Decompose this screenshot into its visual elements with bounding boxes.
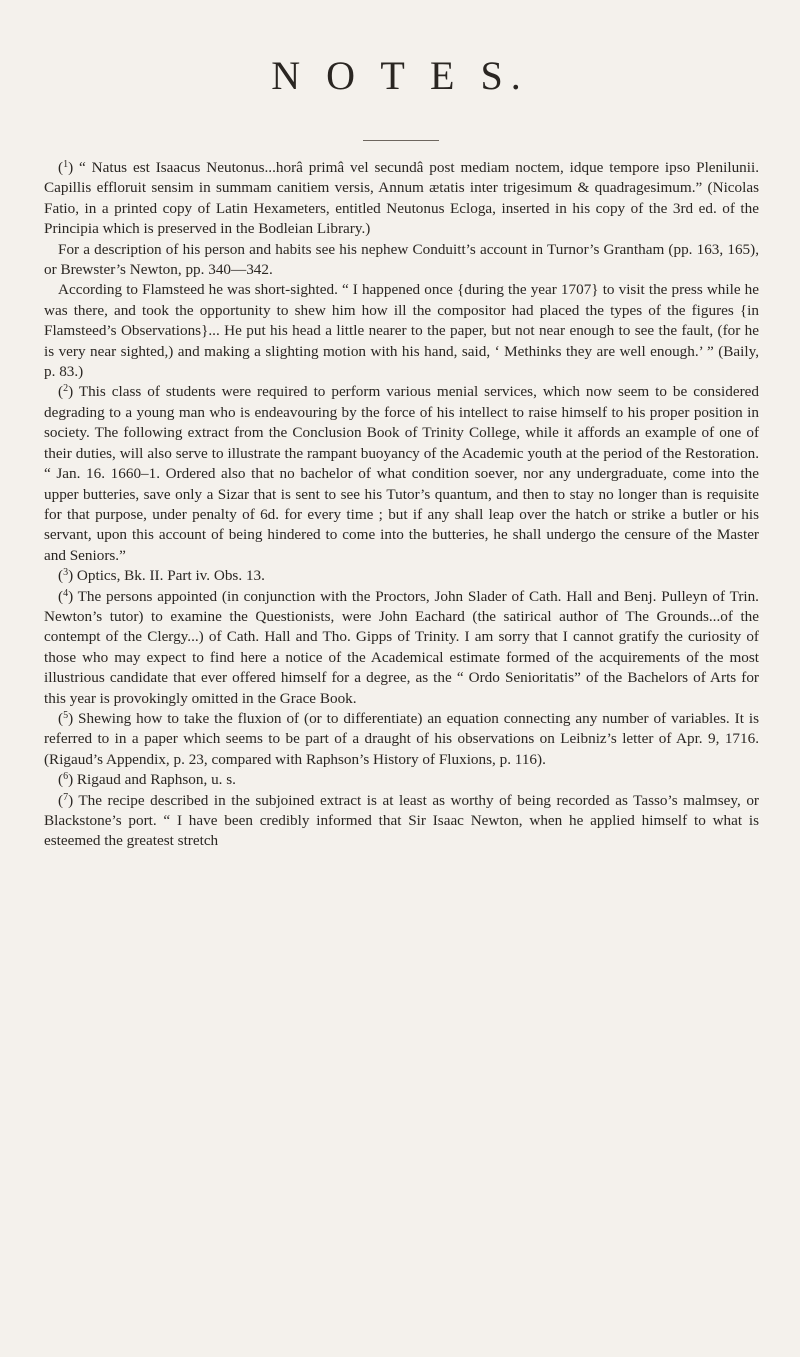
note-text: Optics, Bk. II. Part iv. Obs. 13. bbox=[76, 567, 265, 585]
note-4: ($^4$) The persons appointed (in conjunction with the Proctors, John Slader of Cath. Hall and Benj. Pulleyn of Trin. Newton’s tutor) to examine the Questionists, were John Eachard (the satirical author of The Grounds...of the contempt of the Clergy...) of Cath. Hall and Tho. Gipps of Trinity. I am sorry that I cannot gratify the curiosity of those who may expect to find here a notice of the Academical estimate formed of the acquirements of the most illustrious candidate that ever offered himself for a degree, as the “ Ordo Senioritatis” of the Bachelors of Arts for this year is provokingly omitted in the Grace Book. bbox=[44, 587, 759, 707]
note-1-paragraph-2: For a description of his person and habits see his nephew Conduitt’s account in Turnor’s Grantham (pp. 163, 165), or Brewster’s Newton, pp. 340—342. bbox=[44, 240, 759, 279]
notes-body bbox=[44, 158, 759, 852]
note-1: ($^1$) “ Natus est Isaacus Neutonus...horâ primâ vel secundâ post mediam noctem, idque tempore ipso Plenilunii. Capillis effloruit sensim in summam canitiem versis, Annum ætatis inter trigesimum & quadragesimum.” (Nicolas Fatio, in a printed copy of Latin Hexameters, entitled Neutonus Ecloga, inserted in his copy of the 3rd ed. of the Principia which is preserved in the Bodleian Library.) bbox=[44, 159, 759, 238]
note-text: Rigaud and Raphson, u. s. bbox=[76, 771, 236, 789]
note-number: 4 bbox=[63, 587, 69, 599]
note-5: ($^5$) Shewing how to take the fluxion of (or to differentiate) an equation connecting any number of variables. It is referred to in a paper which seems to be part of a draught of his observations on Leibniz’s letter of Apr. 9, 1716. (Rigaud’s Appendix, p. 23, compared with Raphson’s History of Fluxions, p. 116). bbox=[44, 709, 759, 768]
page-title: N O T E S. bbox=[271, 53, 529, 98]
note-1-paragraph-3: According to Flamsteed he was short-sighted. “ I happened once {during the year 1707} to visit the press while he was there, and took the opportunity to shew him how ill the compositor had placed the types of the figures {in Flamsteed’s Observations}... He put his head a little nearer to the paper, but not near enough to see the fault, (for he is very near sighted,) and making a slighting motion with his hand, said, ‘ Methinks they are well enough.’ ” (Baily, p. 83.) bbox=[44, 281, 759, 381]
note-number: 2 bbox=[63, 383, 69, 395]
note-number: 6 bbox=[63, 771, 69, 783]
note-7: ($^7$) The recipe described in the subjoined extract is at least as worthy of being recorded as Tasso’s malmsey, or Blackstone’s port. “ I have been credibly informed that Sir Isaac Newton, when he applied himself to what is esteemed the greatest stretch bbox=[44, 791, 759, 850]
note-number: 1 bbox=[63, 159, 69, 170]
note-2: ($^2$) This class of students were required to perform various menial services, which now seem to be considered degrading to a young man who is endeavouring by the force of his intellect to raise himself to his proper position in society. The following extract from the Conclusion Book of Trinity College, while it affords an example of one of their duties, will also serve to illustrate the rampant buoyancy of the Academic youth at the period of the Restoration. “ Jan. 16. 1660–1. Ordered also that no bachelor of what condition soever, nor any undergraduate, come into the upper butteries, save only a Sizar that is sent to see his Tutor’s quantum, and then to stay no longer than is requisite for that purpose, under penalty of 6d. for every time ; but if any shall leap over the hatch or strike a butler or his servant, upon this account of being hindered to come into the butteries, he shall undergo the censure of the Master and Seniors.” bbox=[44, 383, 759, 564]
note-3: ($^3$) Optics, Bk. II. Part iv. Obs. 13. bbox=[58, 567, 265, 585]
note-6: ($^6$) Rigaud and Raphson, u. s. bbox=[58, 771, 236, 789]
note-text: This class of students were required to perform various menial services, which now seem to be considered degrading to a young man who is endeavouring by the force of his intellect to raise himself to his proper position in society. The following extract from the Conclusion Book of Trinity College, while it affords an example of one of their duties, will also serve to illustrate the rampant buoyancy of the Academic youth at the period of the Restoration. “ Jan. 16. 1660–1. Ordered also that no bachelor of what condition soever, nor any undergraduate, come into the upper butteries, save only a Sizar that is sent to see his Tutor’s quantum, and then to stay no longer than is requisite for that purpose, under penalty of 6d. for every time ; but if any shall leap over the hatch or strike a butler or his servant, upon this account of being hindered to come into the butteries, he shall undergo the censure of the Master and Seniors.” bbox=[44, 383, 759, 564]
title-divider bbox=[363, 140, 439, 141]
note-number: 5 bbox=[63, 709, 69, 721]
note-text: “ Natus est Isaacus Neutonus...horâ primâ vel secundâ post mediam noctem, idque tempore ipso Plenilunii. Capillis effloruit sensim in summam canitiem versis, Annum ætatis inter trigesimum & quadragesimum.” (Nicolas Fatio, in a printed copy of Latin Hexameters, entitled Neutonus Ecloga, inserted in his copy of the 3rd ed. of the Principia which is preserved in the Bodleian Library.) bbox=[44, 159, 759, 238]
note-number: 3 bbox=[63, 567, 69, 579]
note-text: The persons appointed (in conjunction with the Proctors, John Slader of Cath. Hall and Benj. Pulleyn of Trin. Newton’s tutor) to examine the Questionists, were John Eachard (the satirical author of The Grounds...of the contempt of the Clergy...) of Cath. Hall and Tho. Gipps of Trinity. I am sorry that I cannot gratify the curiosity of those who may expect to find here a notice of the Academical estimate formed of the acquirements of the most illustrious candidate that ever offered himself for a degree, as the “ Ordo Senioritatis” of the Bachelors of Arts for this year is provokingly omitted in the Grace Book. bbox=[44, 587, 759, 707]
note-number: 7 bbox=[63, 791, 69, 803]
note-text: The recipe described in the subjoined extract is at least as worthy of being recorded as Tasso’s malmsey, or Blackstone’s port. “ I have been credibly informed that Sir Isaac Newton, when he applied himself to what is esteemed the greatest stretch bbox=[44, 791, 759, 850]
note-text: Shewing how to take the fluxion of (or to differentiate) an equation connecting any number of variables. It is referred to in a paper which seems to be part of a draught of his observations on Leibniz’s letter of Apr. 9, 1716. (Rigaud’s Appendix, p. 23, compared with Raphson’s History of Fluxions, p. 116). bbox=[44, 709, 759, 768]
